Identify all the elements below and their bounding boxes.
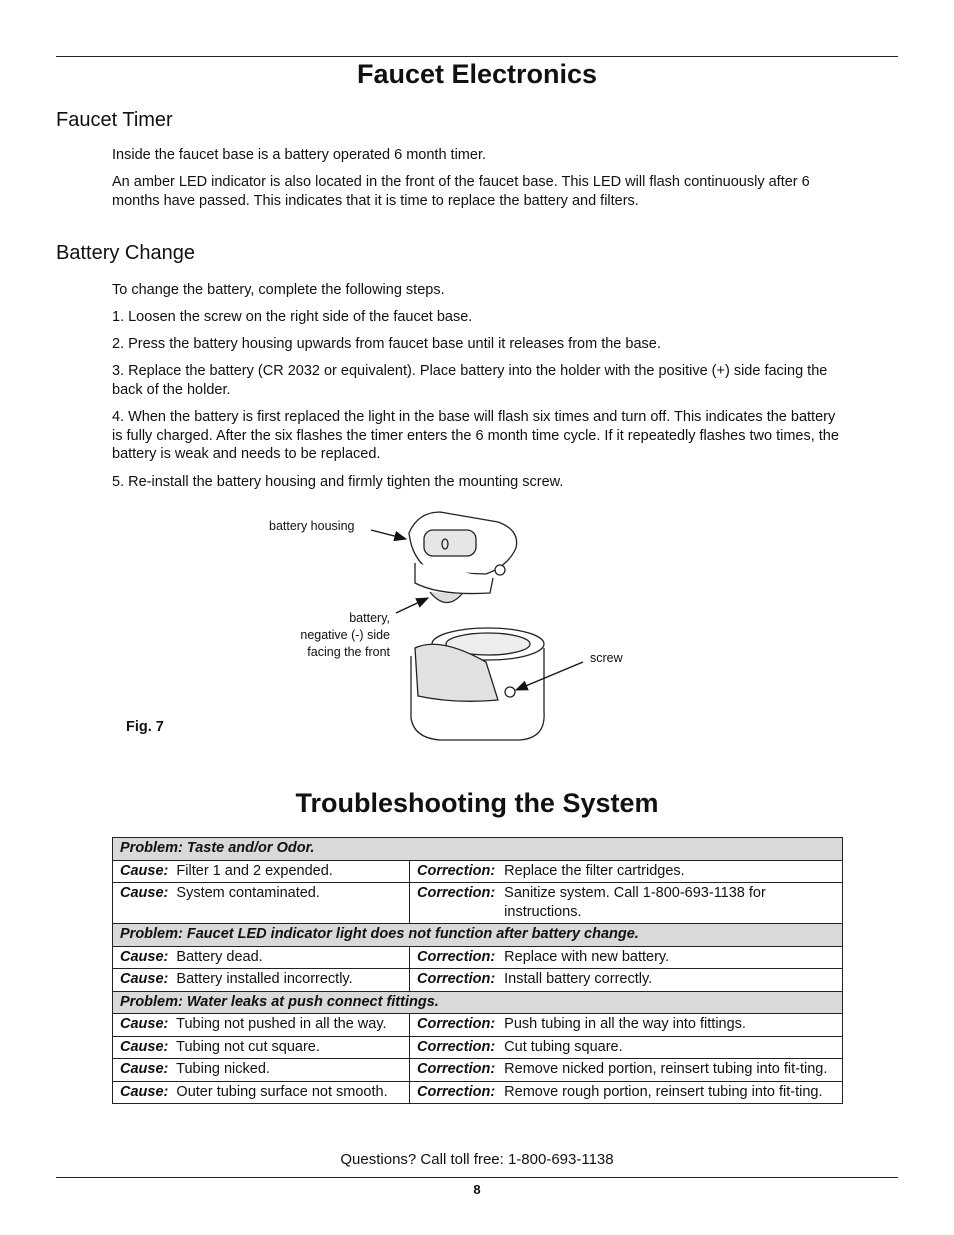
problem-row (113, 838, 843, 861)
footer-questions: Questions? Call toll free: 1-800-693-1138 (340, 1151, 614, 1168)
bottom-rule (56, 1177, 898, 1178)
problem-cell: Problem: Taste and/or Odor. (113, 838, 843, 861)
screw-label: screw (590, 651, 623, 665)
page-number: 8 (473, 1182, 481, 1197)
problem-cell: Problem: Faucet LED indicator light does not function after battery change. (113, 924, 843, 947)
table-row (113, 1036, 843, 1059)
table-row (113, 946, 843, 969)
cause-cell: Cause: Battery installed incorrectly. (113, 969, 410, 992)
cause-cell: Cause: Filter 1 and 2 expended. (113, 860, 410, 883)
cause-cell: Cause: Tubing not cut square. (113, 1036, 410, 1059)
correction-cell: Correction: Remove nicked portion, reinsert tubing into fit-ting. (410, 1059, 843, 1082)
table-row (113, 860, 843, 883)
table-row (113, 1081, 843, 1104)
correction-cell: Correction: Replace the filter cartridges. (410, 860, 843, 883)
problem-row (113, 991, 843, 1014)
problem-row (113, 924, 843, 947)
cause-cell: Cause: Tubing nicked. (113, 1059, 410, 1082)
correction-cell: Correction: Replace with new battery. (410, 946, 843, 969)
battery-step: 5. Re-install the battery housing and firmly tighten the mounting screw. (112, 474, 564, 490)
cause-cell: Cause: Battery dead. (113, 946, 410, 969)
troubleshooting-title: Troubleshooting the System (295, 788, 659, 818)
faucet-timer-heading: Faucet Timer (56, 109, 173, 131)
timer-paragraph: Inside the faucet base is a battery operated 6 month timer. (112, 147, 486, 163)
battery-change-heading: Battery Change (56, 242, 195, 264)
page-title: Faucet Electronics (356, 59, 598, 89)
battery-step: 4. When the battery is first replaced the light in the base will flash six times and turn off. This indicates the battery is fully charged. After the six flashes the timer enters the 6 month time cycle. If it repeatedly flashes two times, the battery is weak and needs to be replaced. (112, 409, 839, 462)
battery-step: 3. Replace the battery (CR 2032 or equivalent). Place battery into the holder with the positive (+) side facing the back of the holder. (112, 363, 828, 398)
correction-cell: Correction: Push tubing in all the way into fittings. (410, 1014, 843, 1037)
correction-cell: Correction: Sanitize system. Call 1-800-693-1138 for instructions. (410, 883, 843, 924)
table-row (113, 1014, 843, 1037)
battery-label (260, 610, 390, 661)
cause-cell: Cause: System contaminated. (113, 883, 410, 924)
figure-caption: Fig. 7 (126, 719, 164, 735)
correction-cell: Correction: Cut tubing square. (410, 1036, 843, 1059)
correction-cell: Correction: Remove rough portion, reinsert tubing into fit-ting. (410, 1081, 843, 1104)
cause-cell: Cause: Tubing not pushed in all the way. (113, 1014, 410, 1037)
cause-cell: Cause: Outer tubing surface not smooth. (113, 1081, 410, 1104)
table-row (113, 969, 843, 992)
problem-cell: Problem: Water leaks at push connect fittings. (113, 991, 843, 1014)
battery-step: 1. Loosen the screw on the right side of the faucet base. (112, 309, 473, 325)
battery-label-line: battery, (349, 611, 390, 625)
battery-paragraph: To change the battery, complete the following steps. (112, 282, 445, 298)
battery-arrow (396, 598, 428, 613)
troubleshooting-table (112, 837, 843, 1104)
table-row (113, 883, 843, 924)
battery-housing-label: battery housing (269, 519, 355, 533)
table-row (113, 1059, 843, 1082)
battery-label-line: negative (-) side (300, 628, 390, 642)
battery-housing-shape (409, 512, 517, 603)
faucet-base-shape (411, 628, 544, 740)
housing-arrow (371, 530, 406, 539)
battery-step: 2. Press the battery housing upwards from faucet base until it releases from the base. (112, 336, 661, 352)
timer-paragraph: An amber LED indicator is also located in the front of the faucet base. This LED will flash continuously after 6 months have passed. This indicates that it is time to replace the battery and filters. (112, 174, 810, 209)
battery-label-line: facing the front (307, 645, 390, 659)
correction-cell: Correction: Install battery correctly. (410, 969, 843, 992)
